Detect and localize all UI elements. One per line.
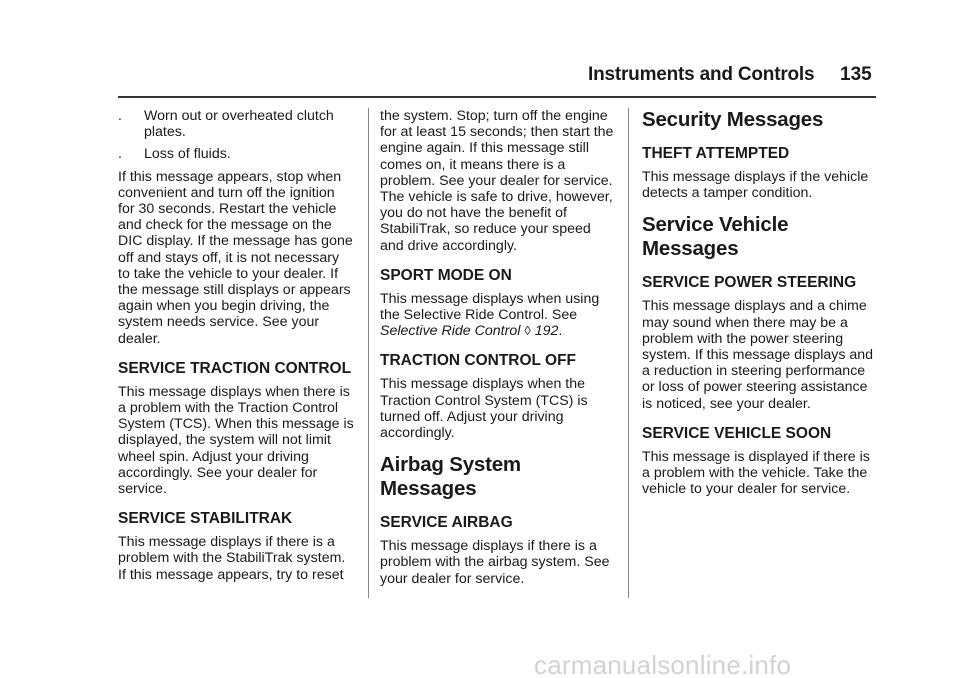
paragraph: This message displays if there is a problem with the airbag system. See your dealer for service. — [380, 538, 610, 587]
paragraph: the system. Stop; turn off the engine for at least 15 seconds; then start the engine again. If this message still comes on, it means there is a problem. See your dealer for service. The vehicle is safe to drive, however, you do not have the benefit of StabiliTrak, so reduce your speed and drive accordingly. — [380, 108, 614, 254]
cross-reference-link[interactable]: Selective Ride Control — [380, 323, 521, 340]
column-divider — [368, 108, 369, 598]
bullet-dot: . — [118, 108, 122, 124]
paragraph: This message displays if the vehicle detects a tamper condition. — [642, 169, 869, 202]
bullet-text: Loss of fluids. — [144, 146, 231, 163]
message-heading: SERVICE VEHICLE SOON — [642, 424, 832, 442]
message-heading: SERVICE POWER STEERING — [642, 274, 857, 292]
column-divider — [628, 108, 629, 598]
paragraph: This message displays when there is a problem with the Traction Control System (TCS). When this message is displayed, the system will not limit wheel spin. Adjust your driving accordingly. See your dealer for service. — [118, 383, 354, 498]
message-heading: THEFT ATTEMPTED — [642, 145, 790, 162]
paragraph: This message is displayed if there is a problem with the vehicle. Take the vehicle to your dealer for service. — [642, 448, 870, 498]
column-2 — [380, 108, 616, 593]
paragraph: This message displays when the Traction Control System (TCS) is turned off. Adjust your driving accordingly. — [380, 376, 588, 442]
message-heading: SERVICE AIRBAG — [380, 514, 513, 532]
paragraph-end: . — [558, 323, 563, 340]
paragraph: If this message appears, stop when convenient and turn off the ignition for 30 seconds. Restart the vehicle and check for the message on the DIC display. If the message has gone off and stays off, it is not necessary to take the vehicle to your dealer. If the message still displays or appears again when you begin driving, the system needs service. See your dealer. — [118, 168, 353, 347]
section-title: Instruments and Controls — [588, 64, 815, 85]
paragraph-text: This message displays when using the Selective Ride Control. See — [380, 290, 600, 324]
column-3 — [642, 106, 876, 504]
section-heading: Security Messages — [642, 108, 824, 131]
page-number: 135 — [840, 64, 872, 85]
bullet-item — [118, 146, 354, 162]
reference-page[interactable]: 192 — [534, 323, 559, 340]
bullet-dot: . — [118, 146, 122, 163]
watermark: carmanualsonline.info — [534, 650, 792, 678]
paragraph — [380, 291, 616, 340]
message-heading: SERVICE TRACTION CONTROL — [118, 359, 352, 377]
section-heading: Airbag System Messages — [380, 453, 521, 501]
header-rule — [118, 96, 876, 98]
column-1 — [118, 108, 354, 589]
bullet-text: Worn out or overheated clutch plates. — [144, 108, 334, 141]
message-heading: SPORT MODE ON — [380, 266, 512, 284]
reference-arrow-icon: ◊ — [524, 323, 531, 339]
message-heading: SERVICE STABILITRAK — [118, 510, 293, 528]
section-heading: Service Vehicle Messages — [642, 213, 789, 261]
paragraph: This message displays and a chime may sound when there may be a problem with the power steering system. If this message displays and a reduction in steering performance or loss of power steering assistance is noticed, see your dealer. — [642, 298, 874, 412]
paragraph: This message displays if there is a problem with the StabiliTrak system. If this message appears, try to reset — [118, 534, 346, 583]
bullet-item — [118, 108, 354, 140]
message-heading: TRACTION CONTROL OFF — [380, 352, 577, 370]
